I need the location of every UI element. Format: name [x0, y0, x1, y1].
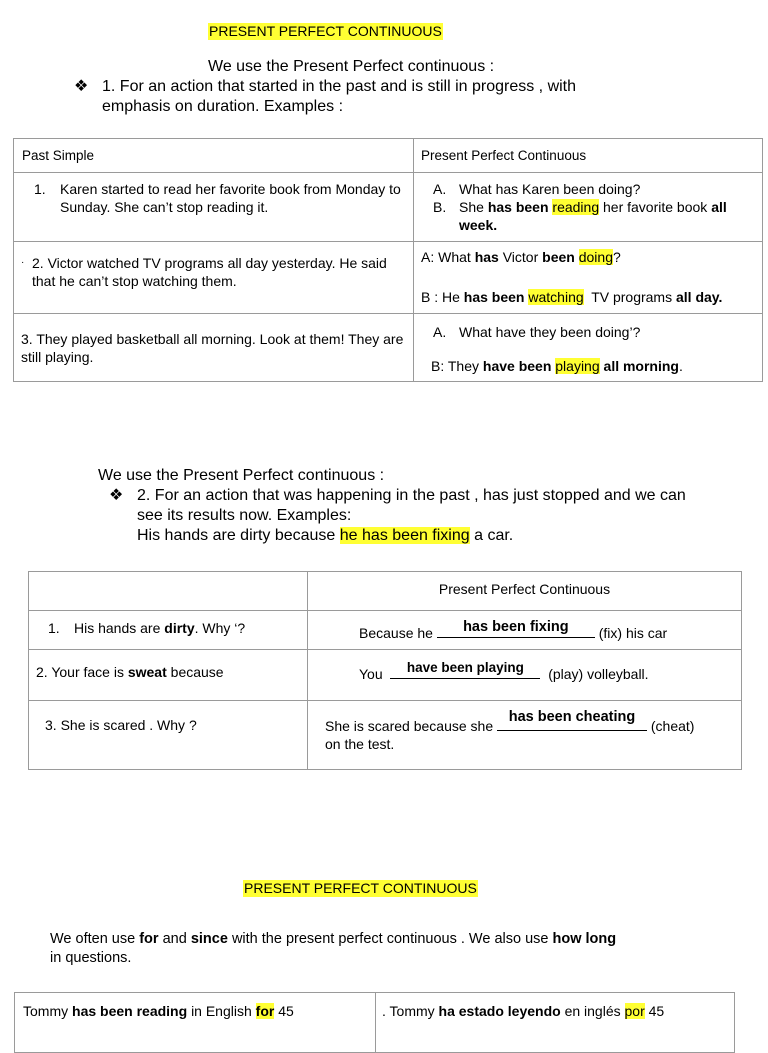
table2-row1-right: Because he has been fixing (fix) his car: [308, 611, 742, 650]
section2-example: His hands are dirty because he has been fixing a car.: [137, 527, 514, 544]
answer-blank: [390, 660, 540, 679]
diamond-bullet-icon: ❖: [109, 487, 124, 504]
section1-intro: We use the Present Perfect continuous :: [208, 58, 495, 75]
highlight: playing: [555, 358, 600, 374]
examples-table-2: [28, 571, 742, 770]
highlight: doing: [578, 249, 613, 265]
table2-row3-right: She is scared because she has been cheating (cheat) on the test.: [308, 701, 742, 770]
section2-point-text: 2. For an action that was happening in the past , has just stopped and we can see its results now. Examples:: [137, 487, 686, 524]
examples-table-1: [13, 138, 763, 382]
table1-header-ppc: Present Perfect Continuous: [414, 139, 763, 173]
table1-row2-left: · 2. Victor watched TV programs all day yesterday. He said that he can’t stop watching them.: [14, 242, 414, 314]
highlight: por: [624, 1003, 645, 1019]
section3-paragraph: We often use for and since with the present perfect continuous . We also use how long in questions.: [50, 931, 617, 966]
answer-blank: [497, 709, 647, 731]
table2-row3-left: 3. She is scared . Why ?: [29, 701, 308, 770]
answer-blank: [437, 619, 595, 638]
answer-text: has been fixing: [463, 619, 569, 635]
table2-row2-left: 2. Your face is sweat because: [29, 650, 308, 701]
highlight: reading: [552, 199, 600, 215]
section2-point: [109, 486, 709, 546]
highlight: for: [255, 1003, 275, 1019]
table1-row1-left: [14, 173, 414, 242]
table1-row1-right: A. What has Karen been doing? B. She has been reading her favorite book all week.: [414, 173, 763, 242]
list-number: 1.: [34, 181, 46, 197]
highlight: watching: [528, 289, 584, 305]
table2-header-ppc: Present Perfect Continuous: [308, 572, 742, 611]
answer-text: has been cheating: [508, 709, 636, 725]
section2-intro: We use the Present Perfect continuous :: [98, 467, 385, 484]
table3-row1-left: Tommy has been reading in English for 45: [15, 993, 376, 1053]
table1-row3-left: 3. They played basketball all morning. Look at them! They are still playing.: [14, 314, 414, 382]
table2-header-empty: [29, 572, 308, 611]
table1-row3-right: A. What have they been doing’? B: They have been playing all morning.: [414, 314, 763, 382]
section1-point: [74, 77, 634, 117]
table2-row1-left: 1. His hands are dirty. Why ‘?: [29, 611, 308, 650]
examples-table-3: [14, 992, 735, 1053]
table3-row1-right: . Tommy ha estado leyendo en inglés por 45: [376, 993, 735, 1053]
section1-title: PRESENT PERFECT CONTINUOUS: [209, 23, 442, 39]
diamond-bullet-icon: ❖: [74, 78, 89, 95]
table2-row2-right: You have been playing (play) volleyball.: [308, 650, 742, 701]
highlight: he has been fixing: [339, 527, 470, 544]
table1-header-past-simple: Past Simple: [14, 139, 414, 173]
list-text: Karen started to read her favorite book from Monday to Sunday. She can’t stop reading it.: [60, 181, 401, 215]
answer-text: have been playing: [406, 660, 524, 675]
table1-row2-right: A: What has Victor been doing? B : He has been watching TV programs all day.: [414, 242, 763, 314]
section3-title: PRESENT PERFECT CONTINUOUS: [244, 880, 477, 896]
section1-point-text: 1. For an action that started in the past and is still in progress , with emphasis on duration. Examples :: [102, 78, 577, 115]
